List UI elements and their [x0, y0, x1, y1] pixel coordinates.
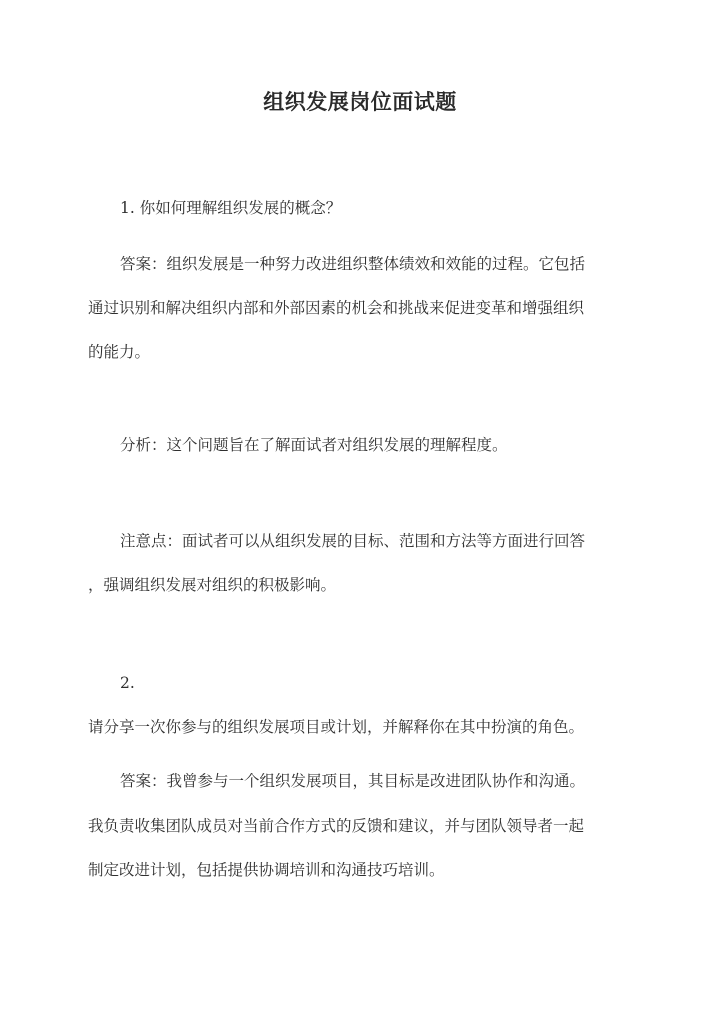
- answer-1-line-3: 的能力。: [88, 343, 151, 361]
- document-title: 组织发展岗位面试题: [263, 89, 457, 114]
- answer-2-line-2: 我负责收集团队成员对当前合作方式的反馈和建议，并与团队领导者一起: [88, 817, 585, 835]
- question-2-number: 2.: [120, 674, 135, 692]
- answer-2-line-1: 答案：我曾参与一个组织发展项目，其目标是改进团队协作和沟通。: [120, 772, 586, 790]
- answer-1-line-2: 通过识别和解决组织内部和外部因素的机会和挑战来促进变革和增强组织: [88, 299, 585, 317]
- note-1-line-1: 注意点：面试者可以从组织发展的目标、范围和方法等方面进行回答: [120, 532, 586, 550]
- question-1: 1. 你如何理解组织发展的概念？: [120, 199, 342, 217]
- analysis-1: 分析：这个问题旨在了解面试者对组织发展的理解程度。: [120, 436, 508, 454]
- answer-1-line-1: 答案：组织发展是一种努力改进组织整体绩效和效能的过程。它包括: [120, 255, 586, 273]
- note-1-line-2: ，强调组织发展对组织的积极影响。: [88, 576, 337, 594]
- answer-2-line-3: 制定改进计划，包括提供协调培训和沟通技巧培训。: [88, 861, 445, 879]
- question-2: 请分享一次你参与的组织发展项目或计划，并解释你在其中扮演的角色。: [88, 718, 585, 736]
